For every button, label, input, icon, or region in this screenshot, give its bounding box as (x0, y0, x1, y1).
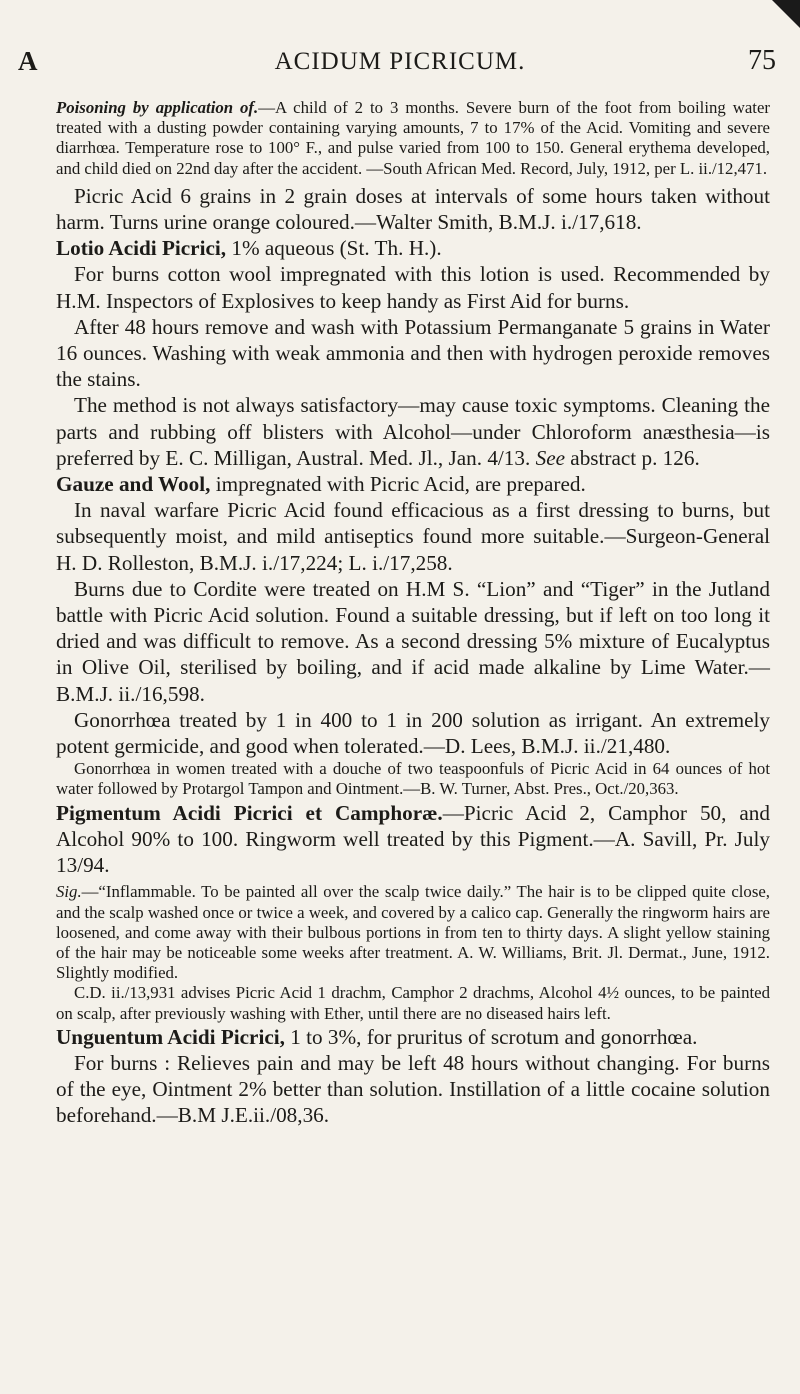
paragraph-text: —A child of 2 to 3 months. Severe burn of the foot from boiling water treated with a dusting powder containing varying amounts, 7 to 17% of the Acid. Vomiting and severe diarrhœa. Temperature rose to 100° F., and pulse varied from 100 to 150. General erythema developed, and child died on 22nd day after the accident. —South African Med. Record, July, 1912, per L. ii./12,471. (56, 98, 770, 178)
entry-heading: Lotio Acidi Picrici, (56, 236, 227, 261)
paragraph-poisoning (56, 98, 770, 179)
paragraph-method (56, 392, 770, 471)
see-reference: See (535, 445, 565, 470)
paragraph-tail: abstract p. 126. (565, 445, 700, 470)
paragraph-picric-dose: Picric Acid 6 grains in 2 grain doses at intervals of some hours taken without harm. Turns urine orange coloured.—Walter Smith, B.M.J. i./17,618. (56, 183, 770, 235)
paragraph-cordite: Burns due to Cordite were treated on H.M S. “Lion” and “Tiger” in the Jutland battle with Picric Acid solution. Found a suitable dressing, but if left on too long it dried and was difficult to remove. As a second dressing 5% mixture of Eucalyptus in Olive Oil, sterilised by boiling, and if acid made alkaline by Lime Water.—B.M.J. ii./16,598. (56, 576, 770, 706)
paragraph-text: 1% aqueous (St. Th. H.). (226, 236, 442, 261)
paragraph-text: The method is not always satisfactory—may cause toxic symptoms. Cleaning the parts and rubbing off blisters with Alcohol—under Chloroform anæsthesia—is preferred by E. C. Milligan, Austral. Med. Jl., Jan. 4/13. (56, 393, 770, 470)
paragraph-lotio (56, 235, 770, 261)
entry-heading: Sig. (56, 882, 82, 902)
paragraph-naval-warfare: In naval warfare Picric Acid found efficacious as a first dressing to burns, but subsequently moist, and mild antiseptics found more suitable.—Surgeon-General H. D. Rolleston, B.M.J. i./17,224; L. i./17,258. (56, 498, 770, 575)
paragraph-text: —Picric Acid 2, Camphor 50, and Alcohol 90% to 100. Ringworm well treated by this Pigment.—A. Savill, Pr. July 13/94. (56, 800, 770, 878)
section-letter: A (18, 46, 38, 76)
paragraph-text: impregnated with Picric Acid, are prepared. (210, 472, 586, 497)
paragraph-burns-cotton: For burns cotton wool impregnated with this lotion is used. Recommended by H.M. Inspectors of Explosives to keep handy as First Aid for burns. (56, 262, 770, 313)
page-header (0, 42, 800, 82)
page-corner-fold (772, 0, 800, 28)
paragraph-sig (56, 882, 770, 983)
paragraph-after-48-hours: After 48 hours remove and wash with Potassium Permanganate 5 grains in Water 16 ounces. Washing with weak ammonia and then with hydrogen peroxide removes the stains. (56, 314, 770, 392)
entry-heading: Gauze and Wool, (56, 472, 211, 497)
paragraph-gauze-wool (56, 471, 770, 497)
paragraph-gonorrhoea-women: Gonorrhœa in women treated with a douche of two teaspoonfuls of Picric Acid in 64 ounces of hot water followed by Protargol Tampon and Ointment.—B. W. Turner, Abst. Pres., Oct./20,363. (56, 759, 770, 799)
paragraph-text: 1 to 3%, for pruritus of scrotum and gonorrhœa. (284, 1024, 698, 1049)
paragraph-gonorrhoea-irrigant: Gonorrhœa treated by 1 in 400 to 1 in 200 solution as irrigant. An extremely potent germicide, and good when tolerated.—D. Lees, B.M.J. ii./21,480. (56, 707, 770, 759)
entry-heading: Pigmentum Acidi Picrici et Camphoræ. (56, 800, 443, 825)
paragraph-cd-advice: C.D. ii./13,931 advises Picric Acid 1 drachm, Camphor 2 drachms, Alcohol 4½ ounces, to be painted on scalp, after previously washing with Ether, until there are no diseased hairs left. (56, 983, 770, 1023)
paragraph-text: —“Inflammable. To be painted all over the scalp twice daily.” The hair is to be clipped quite close, and the scalp washed once or twice a week, and covered by a calico cap. Generally the ringworm hairs are loosened, and come away with their bulbous portions in from ten to thirty days. A slight yellow staining of the hair may be noticeable some weeks after treatment. A. W. Williams, Brit. Jl. Dermat., June, 1912. Slightly modified. (56, 882, 770, 983)
page-number: 75 (748, 45, 776, 76)
paragraph-pigmentum (56, 800, 770, 879)
paragraph-unguentum (56, 1024, 770, 1050)
page-body (56, 98, 770, 1129)
running-title: ACIDUM PICRICUM. (274, 48, 526, 75)
paragraph-for-burns: For burns : Relieves pain and may be left 48 hours without changing. For burns of the eye, Ointment 2% better than solution. Instillation of a little cocaine solution beforehand.—B.M J.E.ii./08,36. (56, 1050, 770, 1128)
entry-heading: Poisoning by application of. (56, 98, 259, 117)
entry-heading: Unguentum Acidi Picrici, (56, 1024, 285, 1049)
